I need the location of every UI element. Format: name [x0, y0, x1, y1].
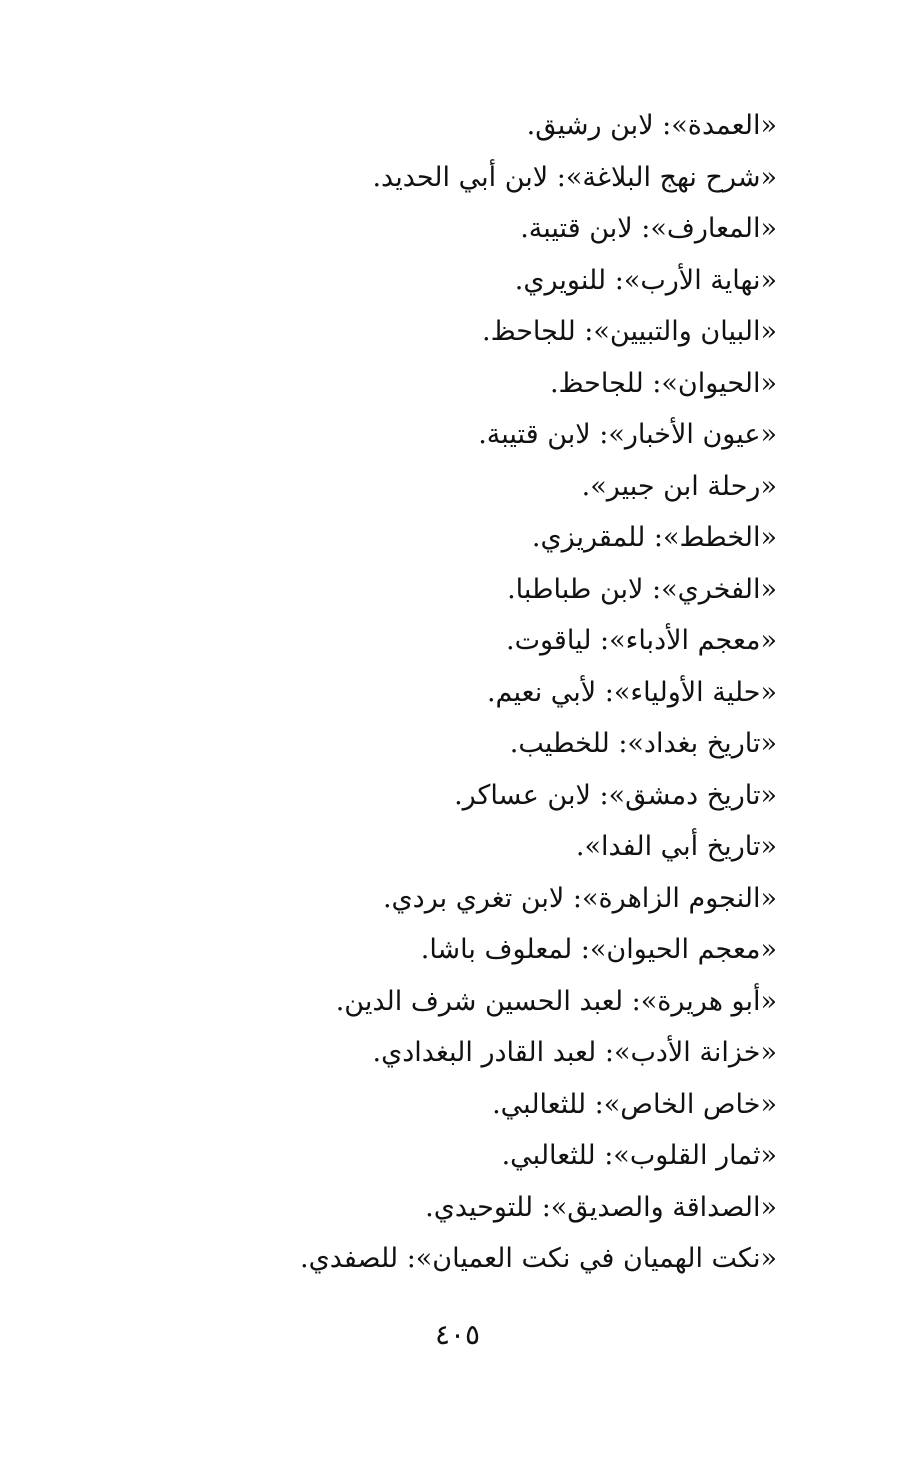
bibliography-entry: «عيون الأخبار»: لابن قتيبة. — [478, 419, 777, 450]
bibliography-entry: «المعارف»: لابن قتيبة. — [520, 213, 777, 244]
bibliography-entry: «معجم الحيوان»: لمعلوف باشا. — [420, 934, 777, 965]
bibliography-entry: «النجوم الزاهرة»: لابن تغري بردي. — [382, 882, 777, 914]
bibliography-entry: «الفخري»: لابن طباطبا. — [507, 573, 777, 605]
bibliography-list — [217, 100, 777, 1285]
bibliography-entry: «العمدة»: لابن رشيق. — [526, 110, 777, 141]
bibliography-entry: «رحلة ابن جبير». — [581, 470, 777, 502]
bibliography-entry: «تاريخ دمشق»: لابن عساكر. — [454, 779, 777, 811]
bibliography-entry: «خزانة الأدب»: لعبد القادر البغدادي. — [372, 1037, 777, 1068]
bibliography-entry: «ثمار القلوب»: للثعالبي. — [501, 1140, 777, 1171]
page-number — [0, 1318, 915, 1351]
bibliography-entry: «أبو هريرة»: لعبد الحسين شرف الدين. — [335, 985, 777, 1017]
bibliography-entry: «تاريخ بغداد»: للخطيب. — [509, 728, 777, 759]
bibliography-entry: «معجم الأدباء»: لياقوت. — [505, 625, 777, 656]
bibliography-entry: «نهاية الأرب»: للنويري. — [514, 264, 777, 296]
bibliography-entry: «نكت الهميان في نكت العميان»: للصفدي. — [299, 1243, 777, 1274]
bibliography-entry: «البيان والتبيين»: للجاحظ. — [481, 316, 777, 347]
page-number-label: ٤٠٥ — [434, 1318, 481, 1351]
bibliography-entry: «تاريخ أبي الفدا». — [575, 831, 777, 862]
bibliography-entry: «الحيوان»: للجاحظ. — [549, 367, 777, 399]
bibliography-entry: «الخطط»: للمقريزي. — [531, 522, 777, 553]
bibliography-entry: «خاص الخاص»: للثعالبي. — [492, 1088, 777, 1120]
bibliography-entry: «الصداقة والصديق»: للتوحيدي. — [425, 1191, 777, 1223]
bibliography-entry: «حلية الأولياء»: لأبي نعيم. — [486, 676, 777, 708]
bibliography-entry: «شرح نهج البلاغة»: لابن أبي الحديد. — [372, 161, 777, 193]
